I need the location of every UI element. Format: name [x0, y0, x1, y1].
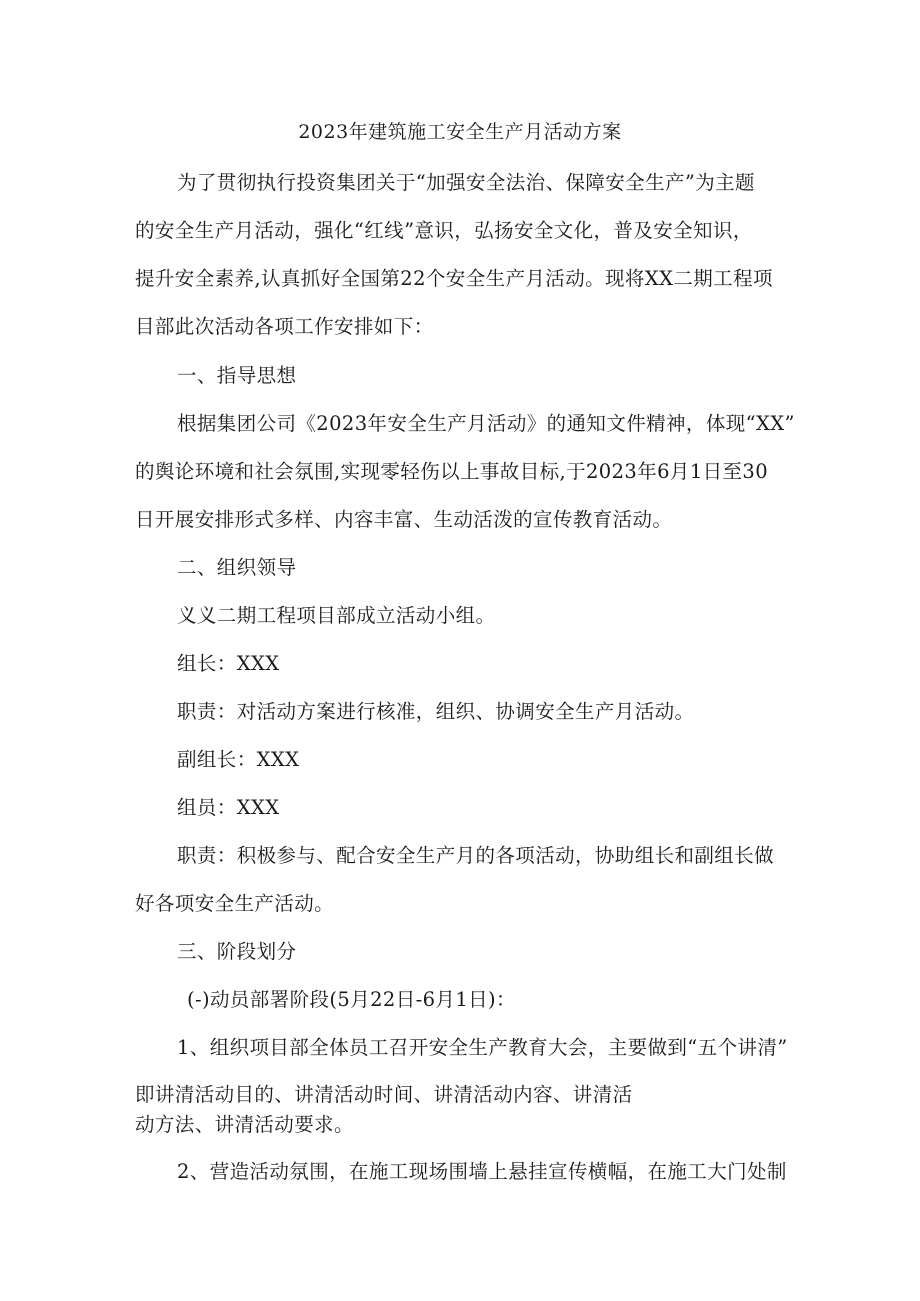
body-line: 义义二期工程项目部成立活动小组。	[177, 604, 496, 627]
phase-heading: (-)动员部署阶段(5月22日-6月1日)：	[187, 988, 516, 1011]
list-item: 1、组织项目部全体员工召开安全生产教育大会，主要做到“五个讲清”	[177, 1036, 788, 1059]
intro-line: 目部此次活动各项工作安排如下：	[135, 315, 434, 338]
body-line: 日开展安排形式多样、内容丰富、生动活泼的宣传教育活动。	[135, 508, 673, 531]
section-heading: 二、组织领导	[177, 556, 297, 579]
deputy-line: 副组长：XXX	[177, 748, 300, 771]
document-title: 2023年建筑施工安全生产月活动方案	[298, 121, 622, 143]
section-heading: 三、阶段划分	[177, 940, 297, 963]
leader-line: 组长：XXX	[177, 652, 280, 675]
list-item: 动方法、讲清活动要求。	[135, 1113, 354, 1136]
member-duty-line: 职责：积极参与、配合安全生产月的各项活动，协助组长和副组长做	[177, 844, 775, 867]
section-heading: 一、指导思想	[177, 364, 297, 387]
intro-line: 提升安全素养,认真抓好全国第22个安全生产月活动。现将XX二期工程项	[135, 267, 773, 290]
leader-duty-line: 职责：对活动方案进行核准，组织、协调安全生产月活动。	[177, 700, 695, 723]
members-line: 组员：XXX	[177, 796, 280, 819]
intro-line: 的安全生产月活动，强化“红线”意识，弘扬安全文化，普及安全知识，	[135, 219, 753, 242]
body-line: 根据集团公司《2023年安全生产月活动》的通知文件精神，体现“XX”	[177, 412, 795, 435]
member-duty-line: 好各项安全生产活动。	[135, 892, 335, 915]
list-item: 2、营造活动氛围，在施工现场围墙上悬挂宣传横幅，在施工大门处制	[177, 1160, 787, 1183]
intro-line: 为了贯彻执行投资集团关于“加强安全法治、保障安全生产”为主题	[177, 171, 755, 194]
body-line: 的舆论环境和社会氛围,实现零轻伤以上事故目标,于2023年6月1日至30	[135, 460, 769, 483]
list-item: 即讲清活动目的、讲清活动时间、讲清活动内容、讲清活	[135, 1083, 633, 1106]
